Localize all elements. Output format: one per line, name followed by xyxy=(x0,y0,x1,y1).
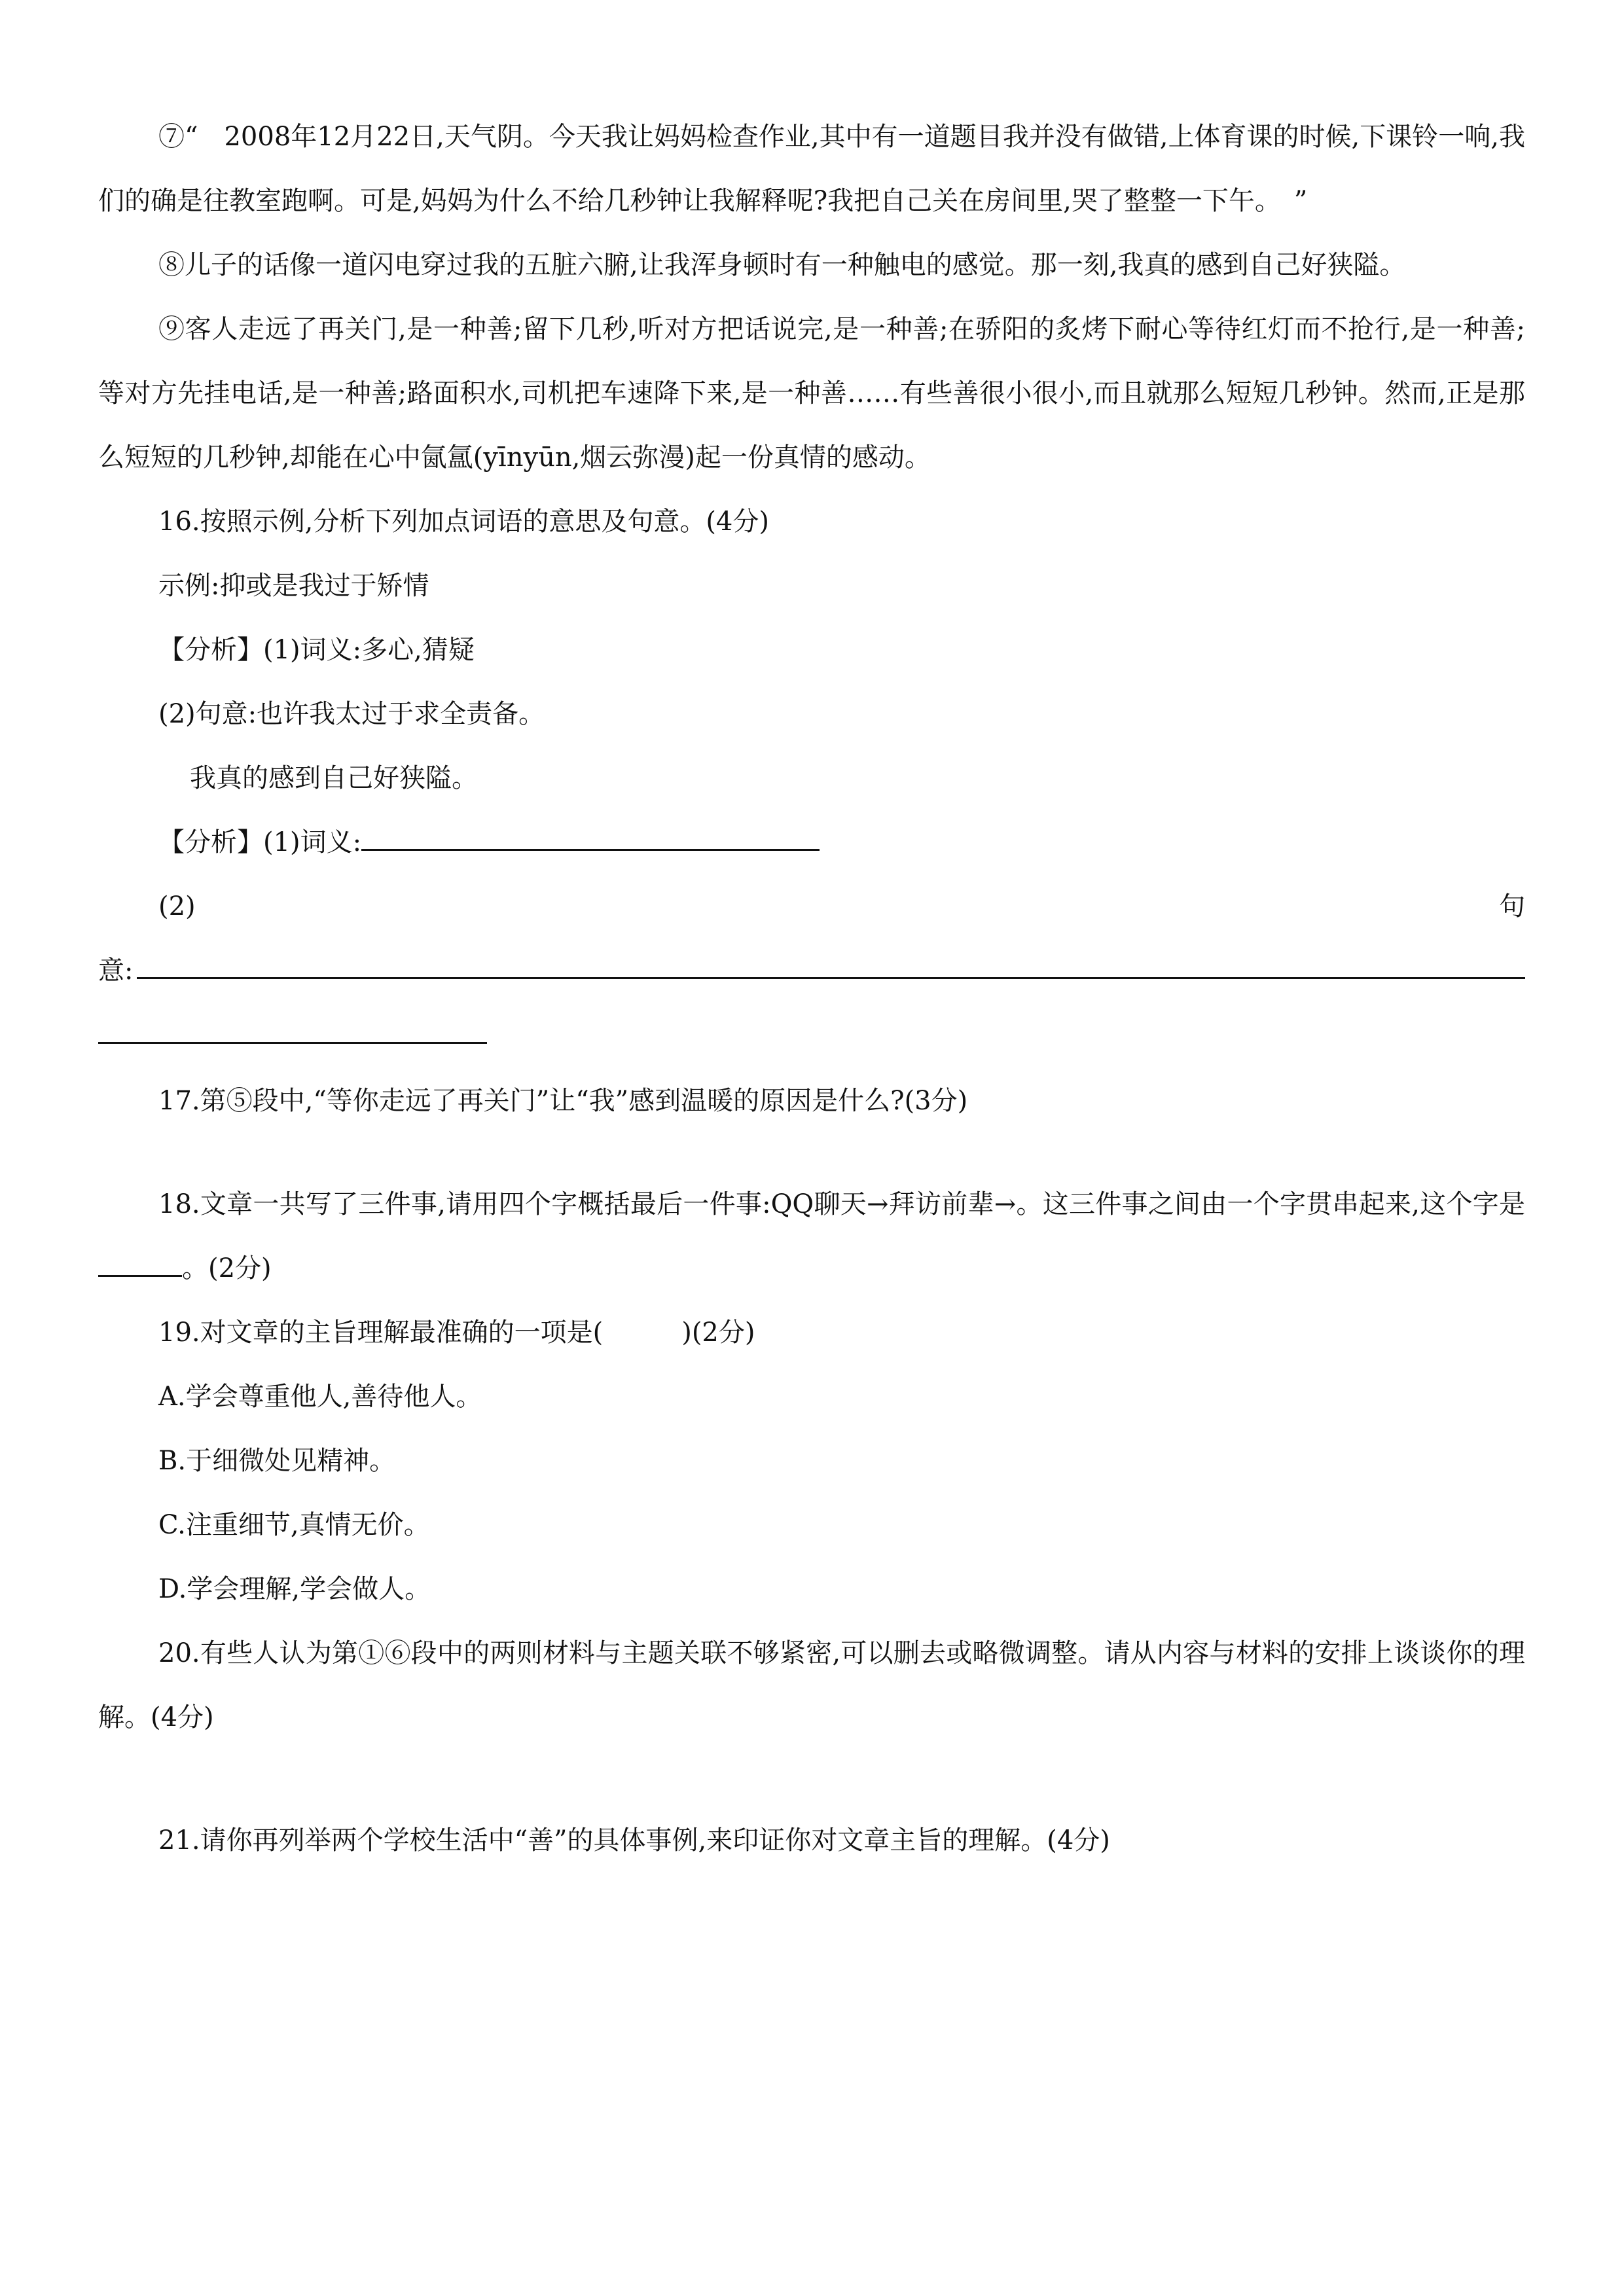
exam-page xyxy=(98,105,1525,1873)
question-20: 20.有些人认为第①⑥段中的两则材料与主题关联不够紧密,可以删去或略微调整。请从内容与材料的安排上谈谈你的理解。(4分) xyxy=(98,1638,1525,1732)
question-19-stem: 19.对文章的主旨理解最准确的一项是( )(2分) xyxy=(158,1318,755,1348)
question-16-answer-1-label: 【分析】(1)词义: xyxy=(158,827,362,857)
paragraph-7: ⑦“ 2008年12月22日,天气阴。今天我让妈妈检查作业,其中有一道题目我并没有做错,上体育课的时候,下课铃一响,我们的确是往教室跑啊。可是,妈妈为什么不给几秒钟让我解释呢?我把自己关在房间里,哭了整整一下午。 ” xyxy=(98,122,1525,216)
question-16-target-sentence: 我真的感到自己好狭隘。 xyxy=(190,763,478,793)
sentence-meaning-answer-blank[interactable] xyxy=(137,958,1525,979)
question-18-line-2-prefix: 串起来,这个字是 xyxy=(1332,1189,1525,1219)
question-18 xyxy=(98,1172,1525,1300)
question-16-example-analysis-1: 【分析】(1)词义:多心,猜疑 xyxy=(158,635,475,665)
question-16-answer-2-number: (2) xyxy=(158,891,196,922)
question-17: 17.第⑤段中,“等你走远了再关门”让“我”感到温暖的原因是什么?(3分) xyxy=(158,1086,968,1116)
question-17-answer-space[interactable] xyxy=(98,1133,1525,1172)
question-16-stem: 16.按照示例,分析下列加点词语的意思及句意。(4分) xyxy=(158,507,769,537)
question-16-answer-2-yi: 意: xyxy=(98,956,134,986)
question-16-answer-line-2 xyxy=(98,874,1525,939)
question-16-answer-2-ju: 句 xyxy=(1499,891,1525,922)
question-18-line-1: 18.文章一共写了三件事,请用四个字概括最后一件事:QQ聊天→拜访前辈→。这三件事之间由一个字贯 xyxy=(158,1189,1333,1219)
question-16-example: 示例:抑或是我过于矫情 xyxy=(158,571,429,601)
question-18-line-2-suffix: 。(2分) xyxy=(182,1253,272,1283)
question-21: 21.请你再列举两个学校生活中“善”的具体事例,来印证你对文章主旨的理解。(4分) xyxy=(158,1825,1110,1856)
question-20-answer-space[interactable] xyxy=(98,1749,1525,1808)
word-meaning-answer-blank[interactable] xyxy=(361,829,820,851)
paragraph-9: ⑨客人走远了再关门,是一种善;留下几秒,听对方把话说完,是一种善;在骄阳的炙烤下耐心等待红灯而不抢行,是一种善;等对方先挂电话,是一种善;路面积水,司机把车速降下来,是一种善……有些善很小很小,而且就那么短短几秒钟。然而,正是那么短短的几秒钟,却能在心中氤氲(yīnyūn,烟云弥漫)起一份真情的感动。 xyxy=(98,314,1525,473)
question-16-answer-line-1 xyxy=(98,810,1525,874)
question-18-answer-blank[interactable] xyxy=(98,1255,182,1277)
sentence-meaning-answer-continuation[interactable] xyxy=(98,1003,487,1044)
question-16-answer-line-3 xyxy=(98,939,1525,1003)
question-16-example-analysis-2: (2)句意:也许我太过于求全责备。 xyxy=(158,699,545,729)
question-19-option-a[interactable]: A.学会尊重他人,善待他人。 xyxy=(158,1382,482,1412)
question-19-option-d[interactable]: D.学会理解,学会做人。 xyxy=(158,1574,431,1604)
paragraph-8: ⑧儿子的话像一道闪电穿过我的五脏六腑,让我浑身顿时有一种触电的感觉。那一刻,我真的感到自己好狭隘。 xyxy=(158,250,1406,280)
question-19-option-c[interactable]: C.注重细节,真情无价。 xyxy=(158,1510,430,1540)
question-19-option-b[interactable]: B.于细微处见精神。 xyxy=(158,1446,396,1476)
